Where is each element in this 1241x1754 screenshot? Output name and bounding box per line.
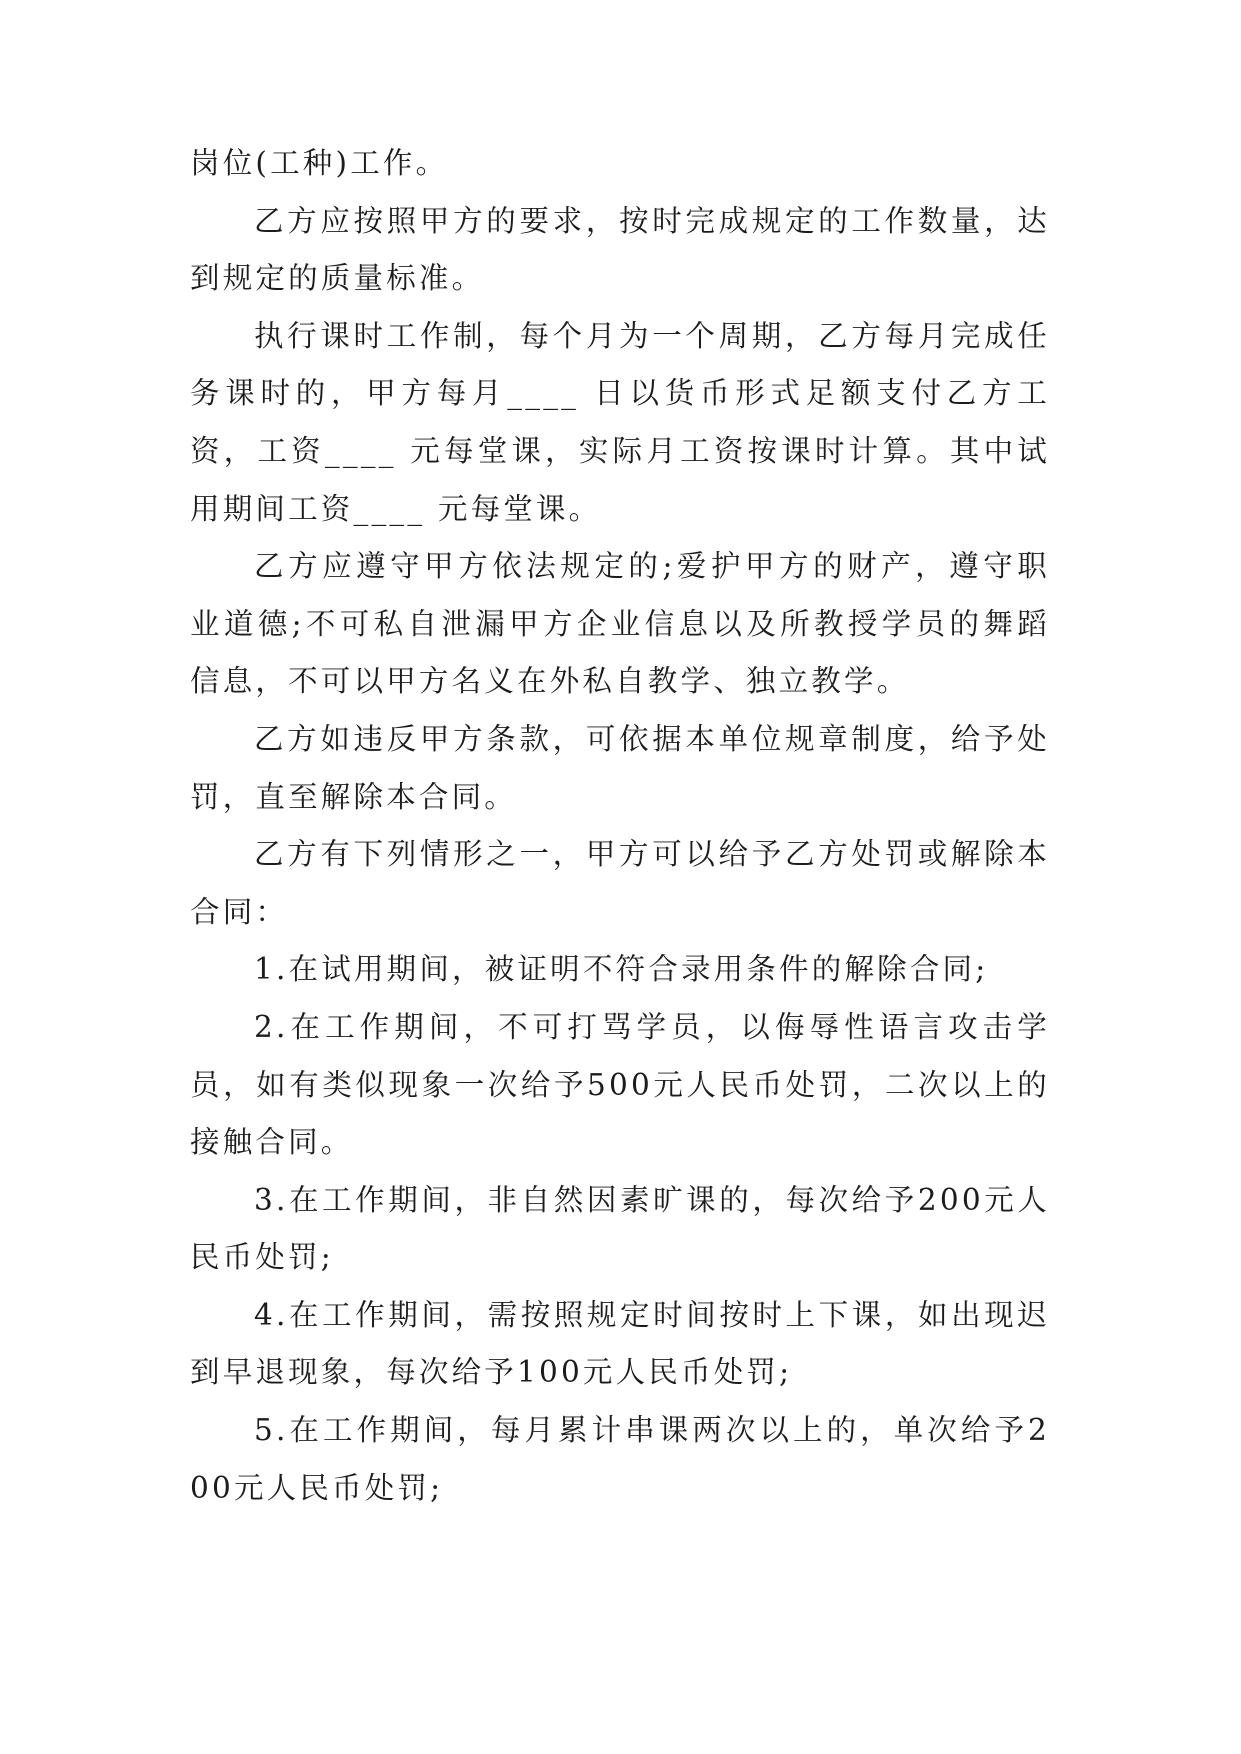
paragraph-job-position: 岗位(工种)工作。 xyxy=(190,146,449,180)
document-page xyxy=(190,135,1050,1517)
paragraph-conduct-rules: 乙方应遵守甲方依法规定的;爱护甲方的财产，遵守职业道德;不可私自泄漏甲方企业信息以及所教授学员的舞蹈信息，不可以甲方名义在外私自教学、独立教学。 xyxy=(190,549,1050,699)
list-item-class-swapping: 5.在工作期间，每月累计串课两次以上的，单次给予200元人民币处罚; xyxy=(190,1413,1050,1505)
paragraph-violation-penalty: 乙方如违反甲方条款，可依据本单位规章制度，给予处罚，直至解除本合同。 xyxy=(190,721,1050,814)
paragraph-termination-conditions: 乙方有下列情形之一，甲方可以给予乙方处罚或解除本合同： xyxy=(190,837,1050,929)
list-item-student-abuse: 2.在工作期间，不可打骂学员，以侮辱性语言攻击学员，如有类似现象一次给予500元人民币处罚，二次以上的接触合同。 xyxy=(190,1009,1050,1160)
list-item-absence: 3.在工作期间，非自然因素旷课的，每次给予200元人民币处罚; xyxy=(190,1182,1050,1275)
list-item-probation: 1.在试用期间，被证明不符合录用条件的解除合同; xyxy=(254,952,989,987)
paragraph-work-requirements: 乙方应按照甲方的要求，按时完成规定的工作数量，达到规定的质量标准。 xyxy=(190,203,1050,296)
list-item-lateness: 4.在工作期间，需按照规定时间按时上下课，如出现迟到早退现象，每次给予100元人民币处罚; xyxy=(190,1297,1050,1390)
paragraph-salary-terms: 执行课时工作制，每个月为一个周期，乙方每月完成任务课时的，甲方每月____ 日以货币形式足额支付乙方工资，工资____ 元每堂课，实际月工资按课时计算。其中试用期间工资____ 元每堂课。 xyxy=(190,318,1050,526)
